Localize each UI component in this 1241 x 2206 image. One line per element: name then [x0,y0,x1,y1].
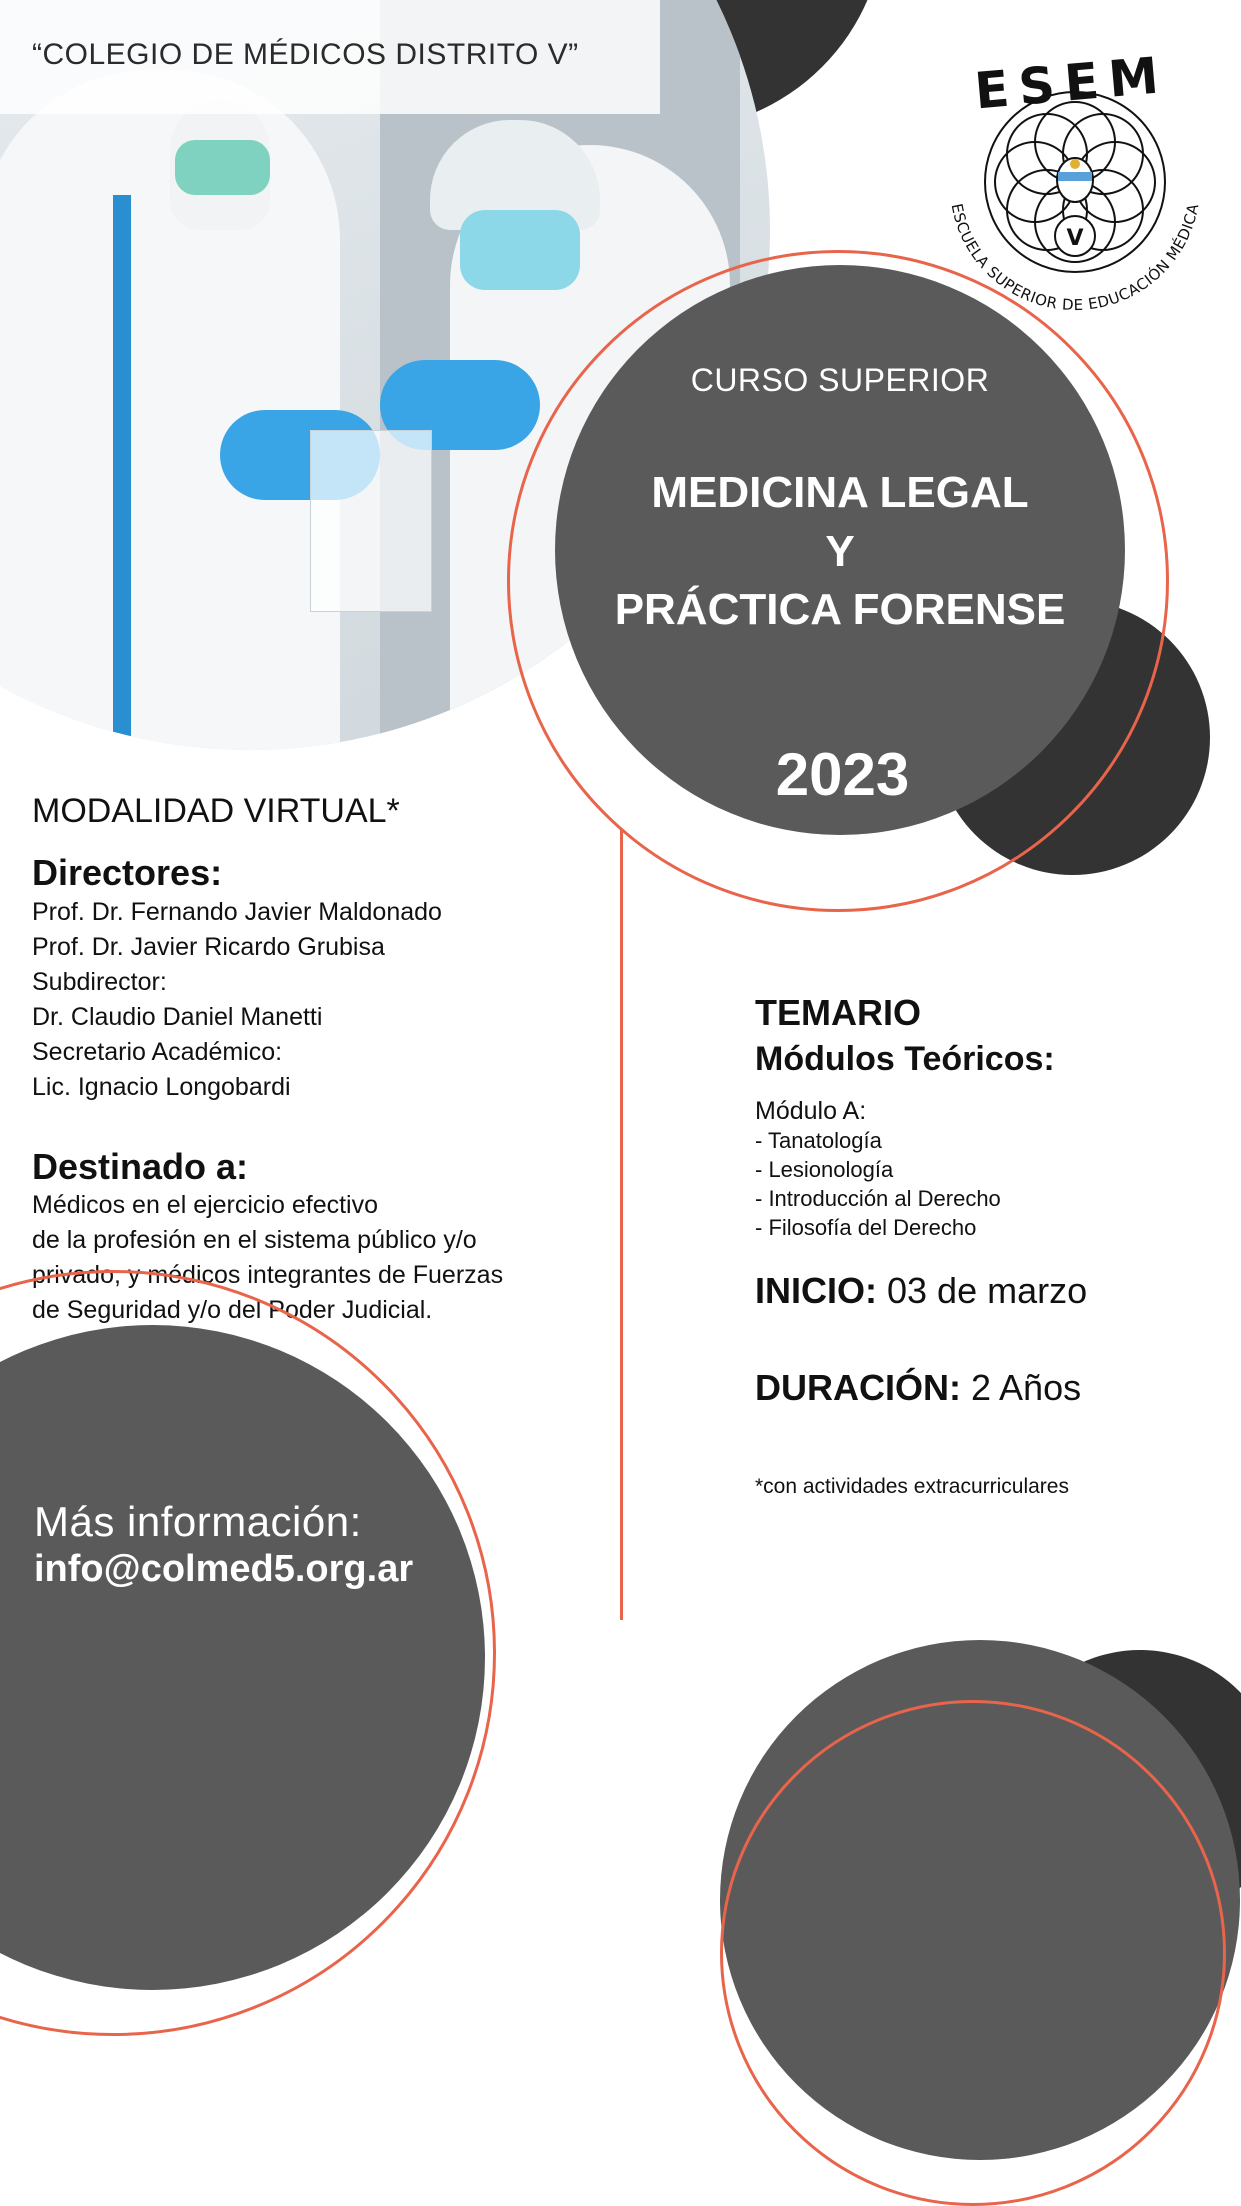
start-label: INICIO: [755,1270,877,1311]
syllabus-subheading: Módulos Teóricos: [755,1040,1055,1078]
start-value: 03 de marzo [887,1270,1088,1311]
module-title: Módulo A: [755,1097,867,1125]
modality: MODALIDAD VIRTUAL* [32,792,400,830]
audience-line: de la profesión en el sistema público y/o [32,1226,477,1254]
syllabus-item: - Filosofía del Derecho [755,1215,977,1240]
syllabus-heading: TEMARIO [755,992,921,1033]
course-label: CURSO SUPERIOR [690,362,990,398]
audience-heading: Destinado a: [32,1146,249,1187]
esem-logo-text: ESEM [972,45,1171,121]
course-title-line3: PRÁCTICA FORENSE [614,585,1066,634]
decor-ring-bottom-right [720,1700,1226,2206]
directors-line: Subdirector: [32,968,167,996]
audience-line: privado, y médicos integrantes de Fuerzas [32,1261,504,1289]
course-title-line1: MEDICINA LEGAL [651,468,1029,517]
vertical-divider [620,830,623,1620]
duration-label: DURACIÓN: [755,1367,961,1408]
syllabus-list [755,1126,1001,1242]
course-year: 2023 [775,741,910,808]
directors-list [32,895,442,1105]
directors-line: Lic. Ignacio Longobardi [32,1073,291,1101]
syllabus-item: - Introducción al Derecho [755,1186,1001,1211]
esem-arc-text: ESCUELA SUPERIOR DE EDUCACIÓN MÉDICA [947,201,1203,315]
syllabus-item: - Tanatología [755,1128,882,1153]
audience-line: Médicos en el ejercicio efectivo [32,1191,378,1219]
start-date [755,1270,1087,1312]
contact-email[interactable]: info@colmed5.org.ar [34,1548,414,1590]
header-title: “COLEGIO DE MÉDICOS DISTRITO V” [32,38,579,71]
esem-badge-text: V [1066,226,1084,251]
directors-line: Secretario Académico: [32,1038,283,1066]
directors-line: Prof. Dr. Fernando Javier Maldonado [32,898,442,926]
argentina-shield-icon [1057,158,1093,202]
syllabus-item: - Lesionología [755,1157,894,1182]
footnote: *con actividades extracurriculares [755,1475,1069,1498]
directors-line: Prof. Dr. Javier Ricardo Grubisa [32,933,385,961]
duration-value: 2 Años [971,1367,1082,1408]
audience-line: de Seguridad y/o del Poder Judicial. [32,1296,433,1324]
directors-line: Dr. Claudio Daniel Manetti [32,1003,323,1031]
duration [755,1367,1081,1409]
contact-label: Más información: [34,1498,362,1545]
directors-heading: Directores: [32,852,223,893]
course-title-line2: Y [825,527,855,576]
